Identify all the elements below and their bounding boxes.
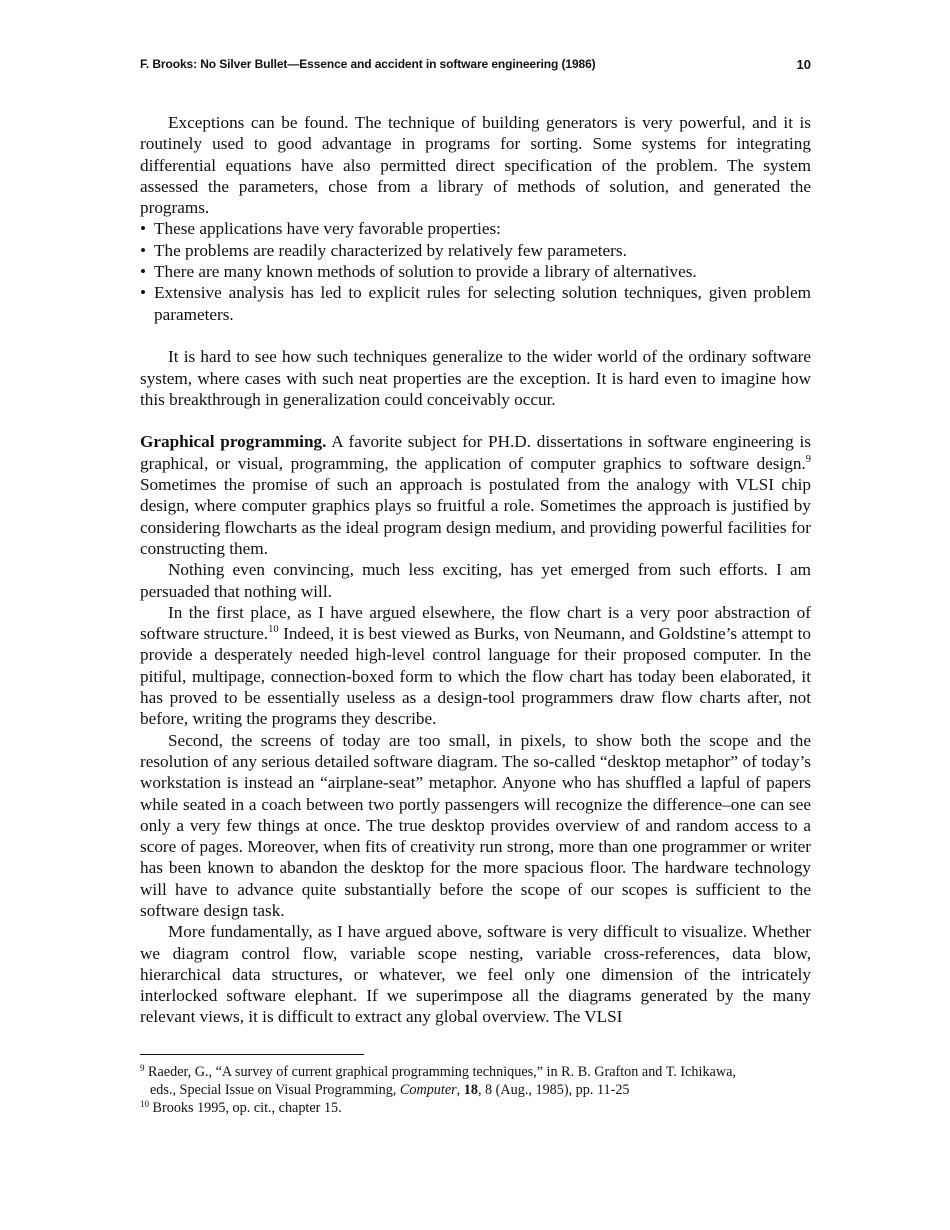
paragraph-graphical-intro bbox=[140, 431, 811, 559]
bullet-icon: • bbox=[140, 240, 147, 260]
list-item-text: The problems are readily characterized by relatively few parameters. bbox=[154, 240, 627, 260]
footnote-text: , 8 (Aug., 1985), pp. 11-25 bbox=[477, 1082, 630, 1098]
footnote-mark: 10 bbox=[140, 1099, 149, 1109]
list-item-text: There are many known methods of solution to provide a library of alternatives. bbox=[154, 262, 697, 282]
bullet-list bbox=[140, 218, 811, 324]
footnote-ref-10[interactable]: 10 bbox=[268, 624, 279, 636]
journal-name: Computer bbox=[399, 1082, 457, 1098]
paragraph-text: Sometimes the promise of such an approach is postulated from the analogy with VLSI chip design, where computer graphics plays so fruitful a role. Sometimes the approach is justified by considering flowcharts as the ideal program design medium, and providing powerful facilities for constructing them. bbox=[140, 475, 811, 558]
running-title: F. Brooks: No Silver Bullet—Essence and accident in software engineering (1986) bbox=[140, 57, 596, 71]
list-item-text: These applications have very favorable properties: bbox=[154, 219, 501, 239]
paragraph-screens: Second, the screens of today are too small, in pixels, to show both the scope and the resolution of any serious detailed software diagram. The so-called “desktop metaphor” of today’s workstation is instead an “airplane-seat” metaphor. Anyone who has shuffled a lapful of papers while seated in a coach between two portly passengers will recognize the difference–one can see only a very few things at once. The true desktop provides overview of and random access to a score of pages. Moreover, when fits of creativity run strong, more than one programmer or writer has been known to abandon the desktop for the more spacious floor. The hardware technology will have to advance quite substantially before the scope of our scopes is sufficient to the software design task. bbox=[140, 730, 811, 920]
footnote-10 bbox=[140, 1099, 811, 1117]
list-item bbox=[140, 240, 811, 261]
paragraph-flow-chart bbox=[140, 602, 811, 730]
footnote-mark: 9 bbox=[140, 1063, 145, 1073]
body-text bbox=[140, 112, 811, 1028]
footnotes bbox=[140, 1063, 811, 1117]
volume-number: 18 bbox=[463, 1082, 478, 1098]
paragraph-text: In the first place, as I have argued elsewhere, the flow chart is a very poor abstraction of software structure. bbox=[140, 602, 811, 644]
paragraph-nothing-convincing: Nothing even convincing, much less exciting, has yet emerged from such efforts. I am persuaded that nothing will. bbox=[140, 560, 811, 601]
paragraph-text: A favorite subject for PH.D. dissertations in software engineering is graphical, or visual, programming, the application of computer graphics to software design. bbox=[140, 432, 811, 473]
footnote-text: Brooks 1995, op. cit., chapter 15. bbox=[152, 1100, 342, 1116]
footnote-text: eds., Special Issue on Visual Programming, bbox=[150, 1082, 400, 1098]
footnote-text: Raeder, G., “A survey of current graphical programming techniques,” in R. B. Grafton and T. Ichikawa, bbox=[148, 1064, 736, 1080]
paragraph-generalize: It is hard to see how such techniques generalize to the wider world of the ordinary software system, where cases with such neat properties are the exception. It is hard even to imagine how this breakthrough in generalization could conceivably occur. bbox=[140, 347, 811, 409]
list-item-text: Extensive analysis has led to explicit rules for selecting solution techniques, given problem parameters. bbox=[154, 283, 811, 324]
list-item bbox=[140, 282, 811, 325]
paragraph-text: Indeed, it is best viewed as Burks, von Neumann, and Goldstine’s attempt to provide a desperately needed high-level control language for their proposed computer. In the pitiful, multipage, connection-boxed form to which the flow chart has today been elaborated, it has proved to be essentially useless as a design-tool programmers draw flow charts after, not before, writing the programs they describe. bbox=[140, 624, 812, 729]
list-item bbox=[140, 218, 811, 239]
bullet-icon: • bbox=[140, 262, 147, 282]
paragraph-exceptions: Exceptions can be found. The technique of building generators is very powerful, and it is routinely used to good advantage in programs for sorting. Some systems for integrating differential equations have also permitted direct specification of the problem. The system assessed the parameters, chose from a library of methods of solution, and generated the programs. bbox=[140, 113, 811, 218]
page-number: 10 bbox=[796, 57, 811, 72]
footnote-divider bbox=[140, 1054, 364, 1055]
footnote-text: , bbox=[456, 1082, 464, 1098]
footnote-ref-9[interactable]: 9 bbox=[805, 453, 811, 465]
section-heading: Graphical programming. bbox=[140, 432, 327, 452]
paragraph-fundamentally: More fundamentally, as I have argued above, software is very difficult to visualize. Whether we diagram control flow, variable scope nesting, variable cross-references, data blow, hierarchical data structures, or whatever, we feel only one dimension of the intricately interlocked software elephant. If we superimpose all the diagrams generated by the many relevant views, it is difficult to extract any global overview. The VLSI bbox=[140, 922, 811, 1027]
footnote-9 bbox=[140, 1063, 811, 1099]
bullet-icon: • bbox=[140, 219, 147, 239]
running-header bbox=[140, 57, 811, 73]
list-item bbox=[140, 261, 811, 282]
bullet-icon: • bbox=[140, 283, 147, 303]
